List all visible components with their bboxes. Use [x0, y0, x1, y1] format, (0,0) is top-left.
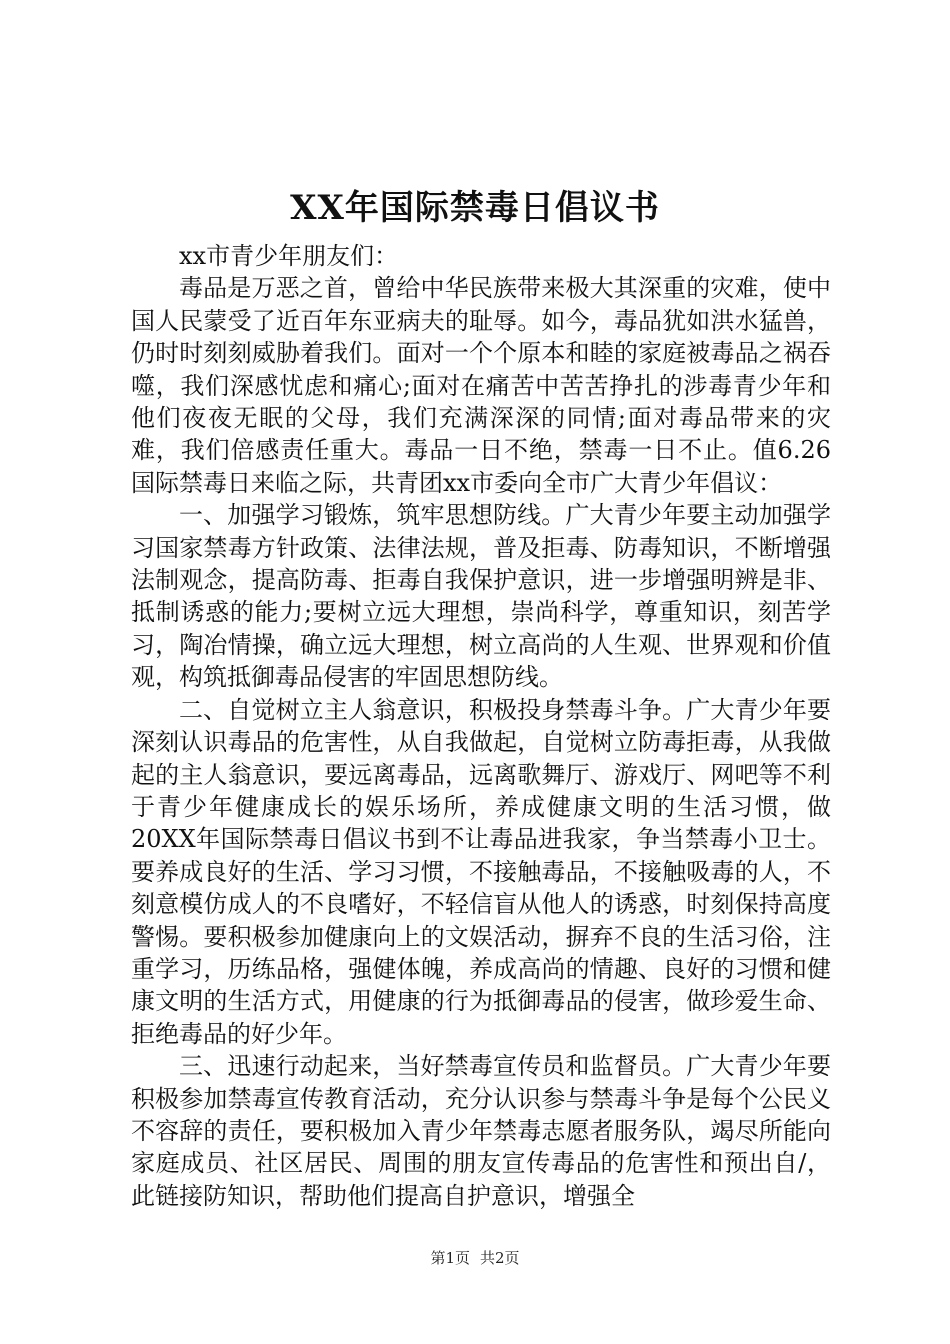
salutation: xx市青少年朋友们： [179, 242, 399, 270]
page-number: 第1页 [430, 1249, 470, 1267]
paragraph-point-1: 一、加强学习锻炼，筑牢思想防线。广大青少年要主动加强学习国家禁毒方针政策、法律法规，普及拒毒、防毒知识，不断增强法制观念，提高防毒、拒毒自我保护意识，进一步增强明辨是非、抵制诱惑的能力;要树立远大理想，崇尚科学，尊重知识，刻苦学习，陶冶情操，确立远大理想，树立高尚的人生观、世界观和价值观，构筑抵御毒品侵害的牢固思想防线。 [131, 501, 831, 692]
document-body [131, 240, 831, 1212]
paragraph-intro: 毒品是万恶之首，曾给中华民族带来极大其深重的灾难，使中国人民蒙受了近百年东亚病夫的耻辱。如今，毒品犹如洪水猛兽，仍时时刻刻威胁着我们。面对一个个原本和睦的家庭被毒品之祸吞噬，我们深感忧虑和痛心;面对在痛苦中苦苦挣扎的涉毒青少年和他们夜夜无眠的父母，我们充满深深的同情;面对毒品带来的灾难，我们倍感责任重大。毒品一日不绝，禁毒一日不止。值6.26国际禁毒日来临之际，共青团xx市委向全市广大青少年倡议： [131, 274, 831, 497]
paragraph-point-2: 二、自觉树立主人翁意识，积极投身禁毒斗争。广大青少年要深刻认识毒品的危害性，从自我做起，自觉树立防毒拒毒，从我做起的主人翁意识，要远离毒品，远离歌舞厅、游戏厅、网吧等不利于青少年健康成长的娱乐场所，养成健康文明的生活习惯，做20XX年国际禁毒日倡议书到不让毒品进我家，争当禁毒小卫士。要养成良好的生活、学习习惯，不接触毒品，不接触吸毒的人，不刻意模仿成人的不良嗜好，不轻信盲从他人的诱惑，时刻保持高度警惕。要积极参加健康向上的文娱活动，摒弃不良的生活习俗，注重学习，历练品格，强健体魄，养成高尚的情趣、良好的习惯和健康文明的生活方式，用健康的行为抵御毒品的侵害，做珍爱生命、拒绝毒品的好少年。 [131, 695, 831, 1048]
page-footer [0, 1248, 950, 1268]
paragraph-point-3: 三、迅速行动起来，当好禁毒宣传员和监督员。广大青少年要积极参加禁毒宣传教育活动，充分认识参与禁毒斗争是每个公民义不容辞的责任，要积极加入青少年禁毒志愿者服务队，竭尽所能向家庭成员、社区居民、周围的朋友宣传毒品的危害性和预出自/，此链接防知识，帮助他们提高自护意识，增强全 [131, 1052, 831, 1210]
page-total: 共2页 [480, 1249, 520, 1267]
document-title: XX年国际禁毒日倡议书 [290, 188, 660, 228]
